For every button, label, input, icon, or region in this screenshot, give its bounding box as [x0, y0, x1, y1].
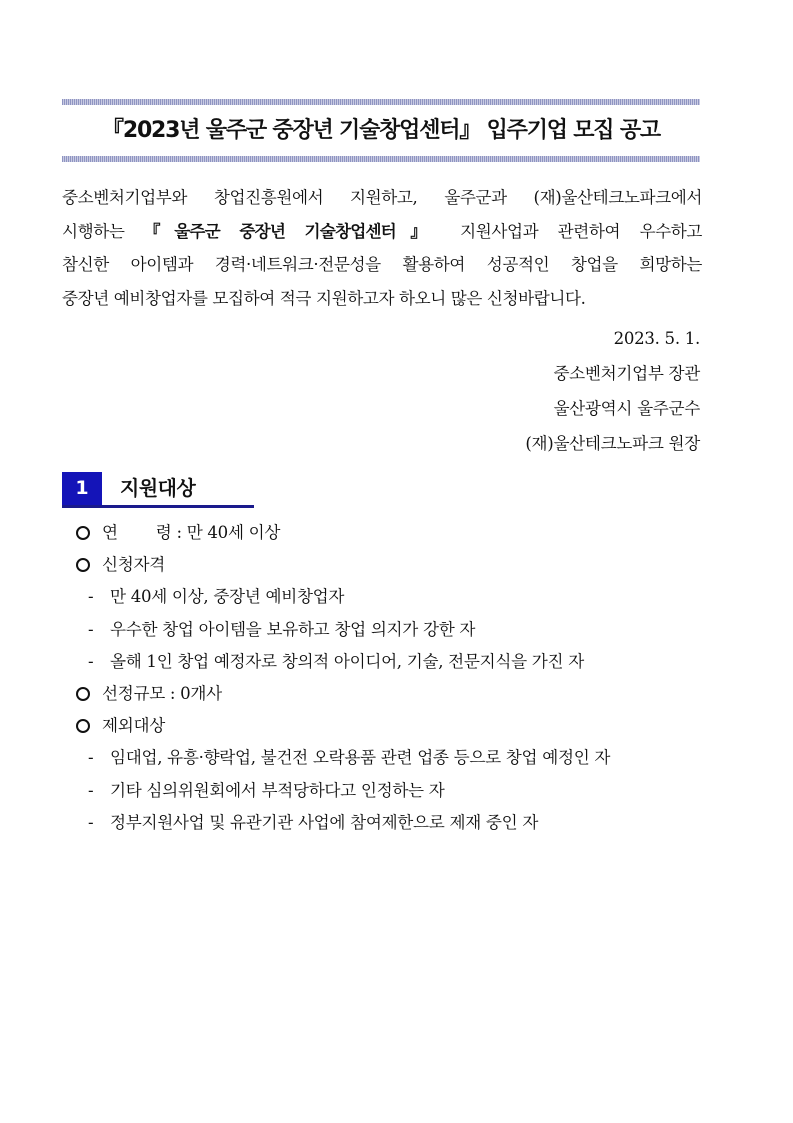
item-text: 제외대상	[102, 716, 165, 736]
signature-block	[525, 321, 700, 461]
circle-bullet-icon	[76, 687, 90, 701]
dash-marker: -	[88, 812, 94, 832]
dash-marker: -	[88, 619, 94, 639]
item-text: 우수한 창업 아이템을 보유하고 창업 의지가 강한 자	[110, 619, 476, 639]
item-text: 신청자격	[102, 555, 165, 575]
dash-marker: -	[88, 748, 94, 768]
list-item	[76, 710, 706, 742]
section-header	[62, 472, 254, 508]
item-text: 임대업, 유흥·향락업, 불건전 오락용품 관련 업종 등으로 창업 예정인 자	[110, 748, 611, 768]
item-text: 선정규모 : 0개사	[102, 684, 222, 704]
circle-bullet-icon	[76, 558, 90, 572]
item-text: 만 40세 이상, 중장년 예비창업자	[110, 587, 345, 607]
intro-line: 중소벤처기업부와 창업진흥원에서 지원하고, 울주군과 (재)울산테크노파크에서	[62, 188, 702, 207]
signatory-org: 울산광역시 울주군수	[553, 399, 700, 418]
list-subitem	[76, 742, 706, 774]
list-item	[76, 549, 706, 581]
item-text: 올해 1인 창업 예정자로 창의적 아이디어, 기술, 전문지식을 가진 자	[110, 651, 584, 671]
circle-bullet-icon	[76, 719, 90, 733]
signatory-org: (재)울산테크노파크 원장	[525, 434, 700, 453]
item-text: 기타 심의위원회에서 부적당하다고 인정하는 자	[110, 780, 445, 800]
title-bottom-bar	[62, 156, 700, 162]
intro-text: 시행하는	[62, 221, 125, 241]
intro-line	[62, 215, 702, 249]
dash-marker: -	[88, 780, 94, 800]
intro-paragraph	[62, 181, 702, 315]
signatory-org: 중소벤처기업부 장관	[553, 364, 700, 383]
eligibility-list	[76, 517, 706, 839]
list-subitem	[76, 807, 706, 839]
intro-text: 지원사업과 관련하여 우수하고	[460, 221, 703, 241]
section-number-badge: 1	[62, 472, 102, 505]
item-label: 령	[155, 523, 172, 542]
list-item	[76, 678, 706, 710]
title-top-bar	[62, 99, 700, 105]
list-subitem	[76, 581, 706, 613]
dash-marker: -	[88, 651, 94, 671]
program-name: 『울주군 중장년 기술창업센터』	[143, 221, 441, 241]
intro-line: 참신한 아이템과 경력·네트워크·전문성을 활용하여 성공적인 창업을 희망하는	[62, 255, 702, 274]
list-item	[76, 517, 706, 549]
circle-bullet-icon	[76, 526, 90, 540]
item-text: 정부지원사업 및 유관기관 사업에 참여제한으로 제재 중인 자	[110, 812, 539, 832]
item-text: : 만 40세 이상	[176, 523, 281, 542]
intro-line: 중장년 예비창업자를 모집하여 적극 지원하고자 하오니 많은 신청바랍니다.	[62, 288, 586, 308]
list-subitem	[76, 646, 706, 678]
list-subitem	[76, 775, 706, 807]
section-title: 지원대상	[120, 476, 196, 500]
announcement-date: 2023. 5. 1.	[613, 329, 700, 348]
list-subitem	[76, 614, 706, 646]
dash-marker: -	[88, 587, 94, 607]
page-title: 『2023년 울주군 중장년 기술창업센터』 입주기업 모집 공고	[102, 118, 660, 143]
item-label: 연	[102, 523, 118, 542]
